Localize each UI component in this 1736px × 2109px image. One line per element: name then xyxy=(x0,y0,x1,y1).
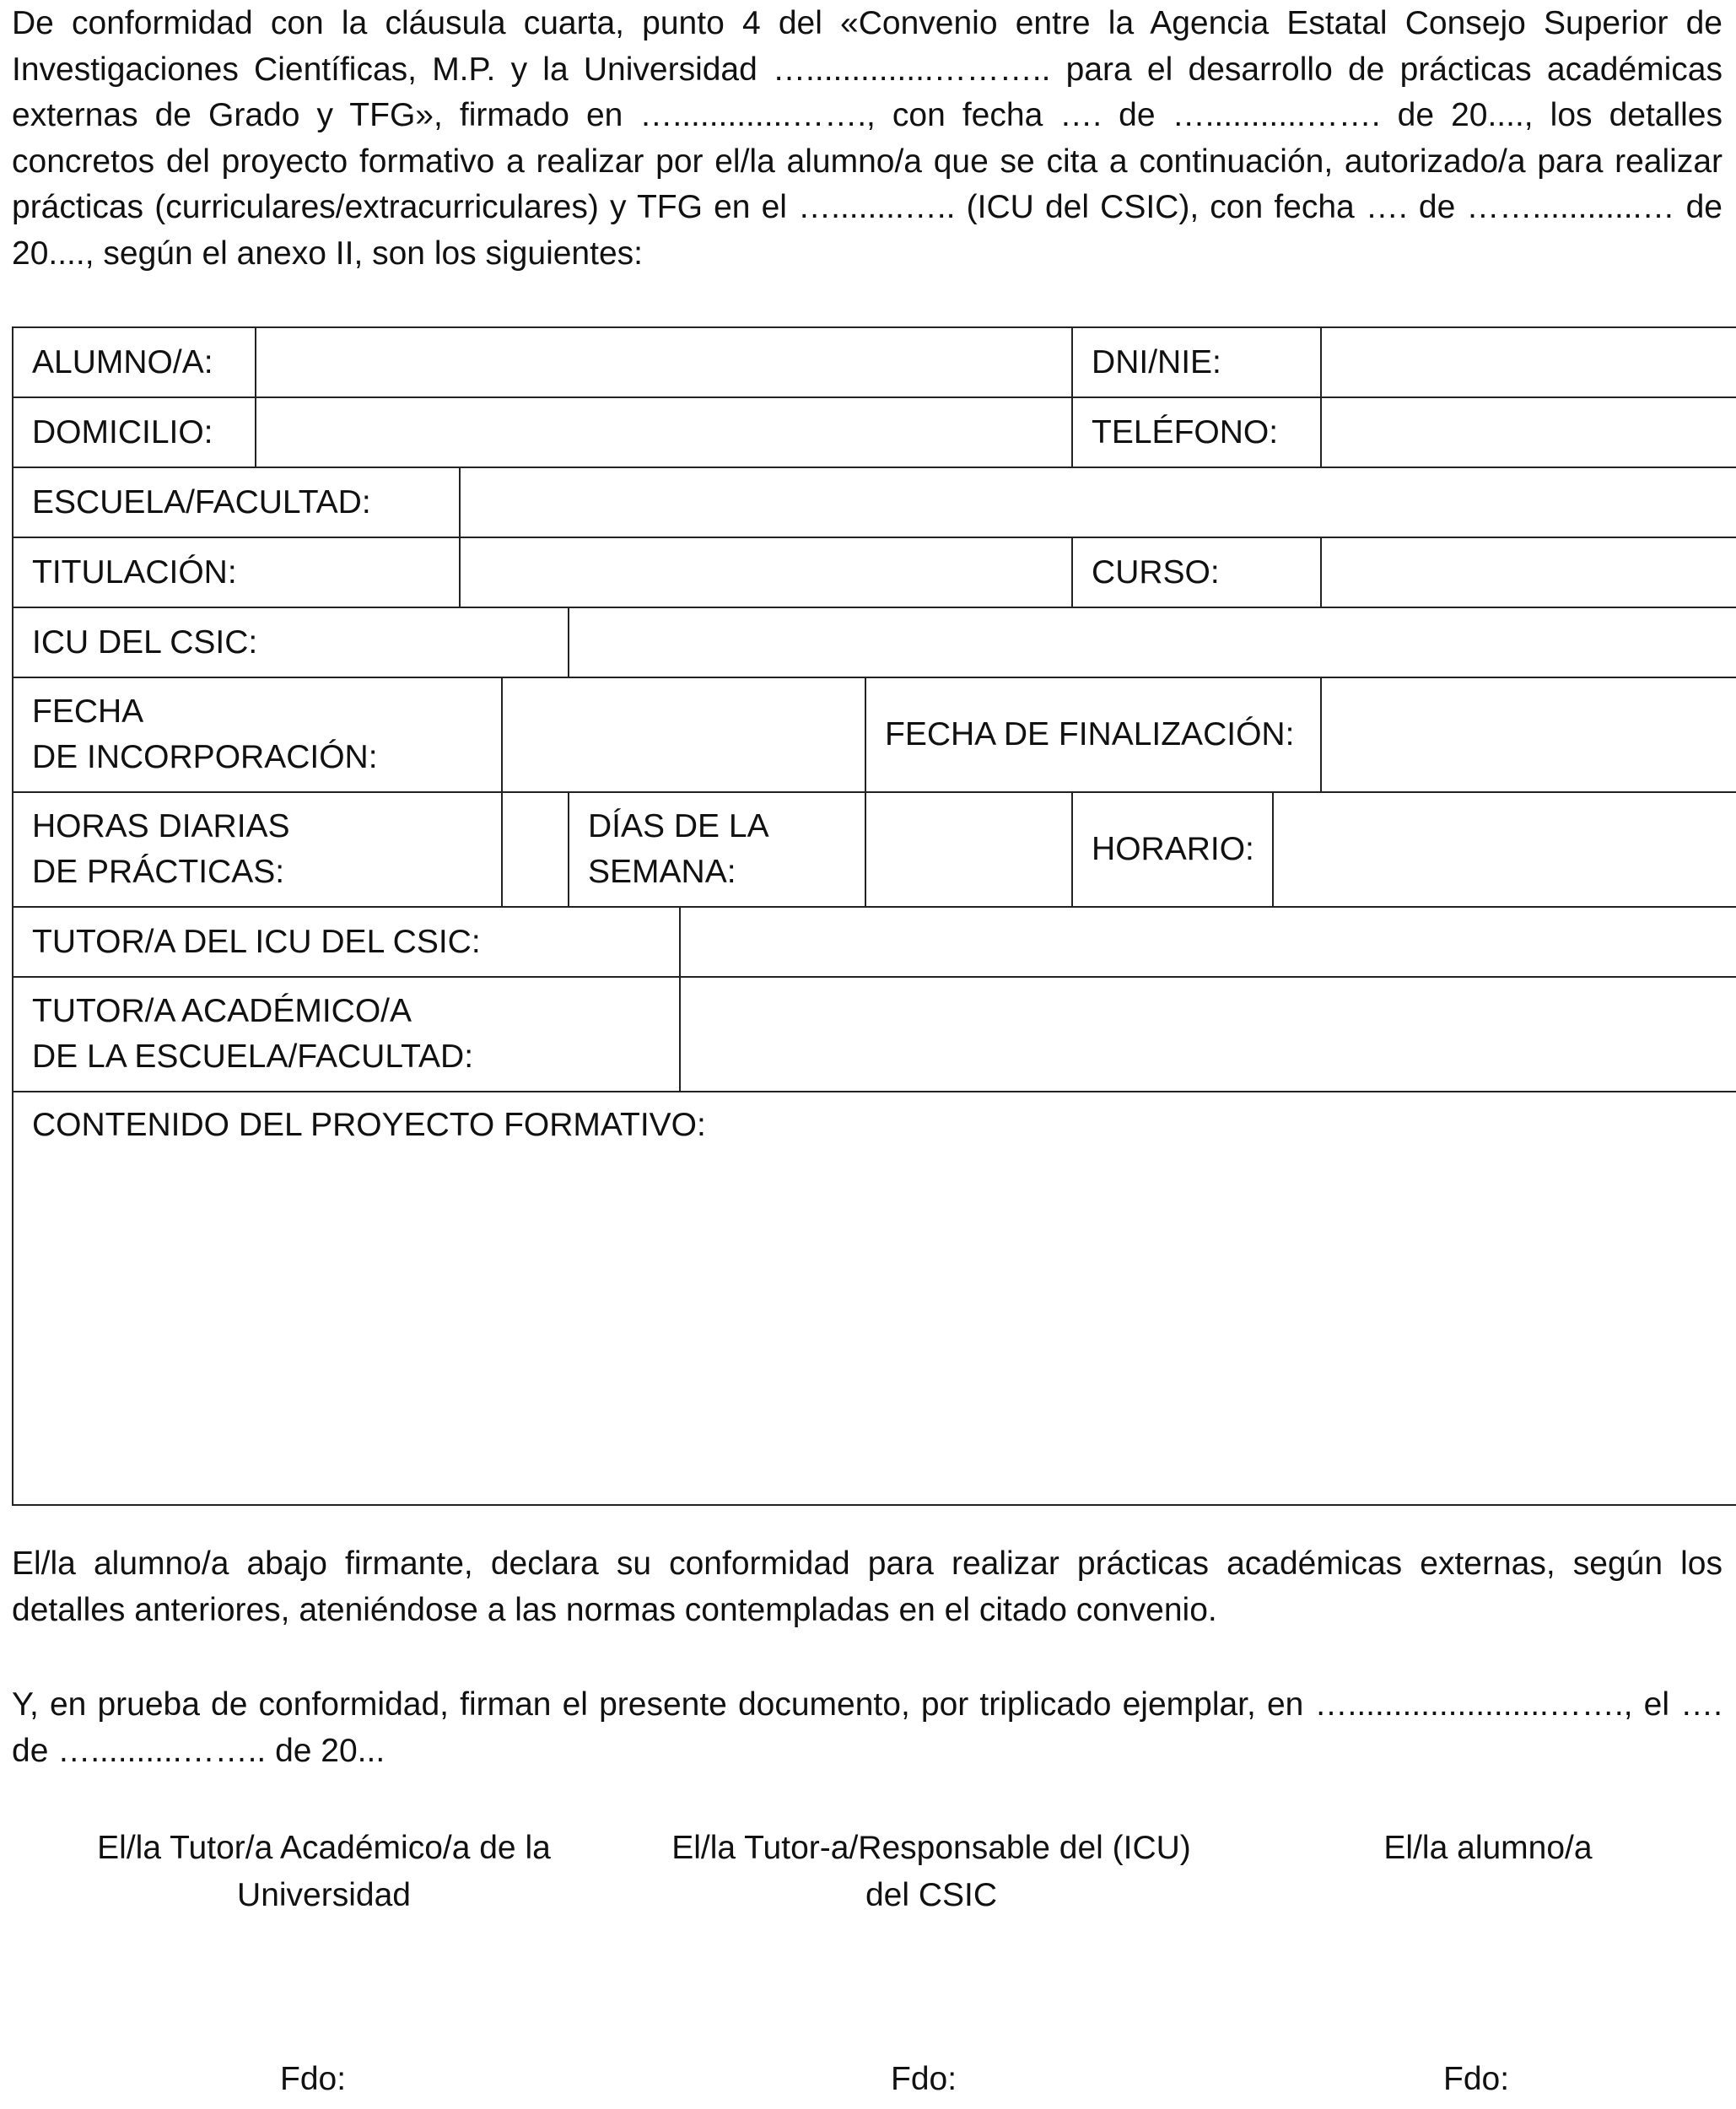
declaration-paragraph: El/la alumno/a abajo firmante, declara su conformidad para realizar prácticas académicas externas, según los detalles anteriores, ateniéndose a las normas contempladas en el citado convenio. xyxy=(12,1545,1723,1628)
project-form-table xyxy=(12,326,1736,1506)
fecha-finalizacion-field[interactable] xyxy=(1321,677,1736,792)
proof-paragraph: Y, en prueba de conformidad, firman el presente documento, por triplicado ejemplar, en …......................……., el …. de …..........…….. de 20... xyxy=(12,1686,1723,1769)
signature-student xyxy=(1319,1825,1657,1872)
alumno-field[interactable] xyxy=(256,327,1072,397)
form-row-contenido xyxy=(13,1092,1736,1505)
form-row-titulacion xyxy=(13,537,1736,607)
form-row-domicilio xyxy=(13,397,1736,467)
curso-label: CURSO: xyxy=(1072,537,1321,607)
fecha-incorporacion-label-line2: DE INCORPORACIÓN: xyxy=(32,739,378,775)
dias-field[interactable] xyxy=(865,792,1072,907)
signature-csic-line2: del CSIC xyxy=(865,1877,998,1913)
fdo-csic: Fdo: xyxy=(891,2061,957,2097)
curso-field[interactable] xyxy=(1321,537,1736,607)
tutor-icu-field[interactable] xyxy=(680,907,1736,977)
fdo-student: Fdo: xyxy=(1443,2061,1510,2097)
titulacion-field[interactable] xyxy=(460,537,1072,607)
form-row-tutor-academico xyxy=(13,977,1736,1092)
tutor-icu-label: TUTOR/A DEL ICU DEL CSIC: xyxy=(13,907,680,977)
form-row-horas xyxy=(13,792,1736,907)
contenido-label: CONTENIDO DEL PROYECTO FORMATIVO: xyxy=(32,1107,706,1143)
fecha-incorporacion-label xyxy=(13,677,502,792)
alumno-label: ALUMNO/A: xyxy=(13,327,256,397)
titulacion-label: TITULACIÓN: xyxy=(13,537,460,607)
signature-academic-line2: Universidad xyxy=(237,1877,411,1913)
fecha-finalizacion-label: FECHA DE FINALIZACIÓN: xyxy=(865,677,1321,792)
tutor-academico-label-line1: TUTOR/A ACADÉMICO/A xyxy=(32,993,412,1029)
form-row-fechas xyxy=(13,677,1736,792)
form-row-icu xyxy=(13,607,1736,677)
signature-csic-tutor xyxy=(636,1825,1227,1919)
horas-label xyxy=(13,792,502,907)
domicilio-label: DOMICILIO: xyxy=(13,397,256,467)
domicilio-field[interactable] xyxy=(256,397,1072,467)
signature-academic-tutor xyxy=(54,1825,594,1919)
fdo-academic: Fdo: xyxy=(280,2061,347,2097)
telefono-field[interactable] xyxy=(1321,397,1736,467)
signature-csic-line1: El/la Tutor-a/Responsable del (ICU) xyxy=(671,1830,1191,1866)
tutor-academico-field[interactable] xyxy=(680,977,1736,1092)
escuela-field[interactable] xyxy=(460,467,1736,537)
dias-label: DÍAS DE LA SEMANA: xyxy=(569,792,865,907)
tutor-academico-label-line2: DE LA ESCUELA/FACULTAD: xyxy=(32,1038,474,1075)
form-row-escuela xyxy=(13,467,1736,537)
horas-label-line1: HORAS DIARIAS xyxy=(32,808,290,844)
tutor-academico-label xyxy=(13,977,680,1092)
contenido-field[interactable] xyxy=(13,1092,1736,1505)
horario-field[interactable] xyxy=(1273,792,1736,907)
icu-field[interactable] xyxy=(569,607,1736,677)
dni-label: DNI/NIE: xyxy=(1072,327,1321,397)
signature-academic-line1: El/la Tutor/a Académico/a de la xyxy=(97,1830,551,1866)
form-row-tutor-icu xyxy=(13,907,1736,977)
icu-label: ICU DEL CSIC: xyxy=(13,607,569,677)
intro-paragraph: De conformidad con la cláusula cuarta, punto 4 del «Convenio entre la Agencia Estatal Consejo Superior de Investigaciones Científicas, M.P. y la Universidad …..............……….. para el desarrollo de prácticas académicas externas de Grado y TFG», firmado en ….............……., con fecha …. de …...........……. de 20...., los detalles concretos del proyecto formativo a realizar por el/la alumno/a que se cita a continuación, autorizado/a para realizar prácticas (curriculares/extracurriculares) y TFG en el …........….. (ICU del CSIC), con fecha …. de ……............… de 20...., según el anexo II, son los siguientes: xyxy=(12,5,1723,272)
dni-field[interactable] xyxy=(1321,327,1736,397)
form-row-alumno xyxy=(13,327,1736,397)
horario-label: HORARIO: xyxy=(1072,792,1273,907)
horas-field[interactable] xyxy=(502,792,569,907)
telefono-label: TELÉFONO: xyxy=(1072,397,1321,467)
signature-student-line1: El/la alumno/a xyxy=(1383,1830,1593,1866)
horas-label-line2: DE PRÁCTICAS: xyxy=(32,854,285,890)
fecha-incorporacion-label-line1: FECHA xyxy=(32,693,144,730)
fecha-incorporacion-field[interactable] xyxy=(502,677,865,792)
escuela-label: ESCUELA/FACULTAD: xyxy=(13,467,460,537)
